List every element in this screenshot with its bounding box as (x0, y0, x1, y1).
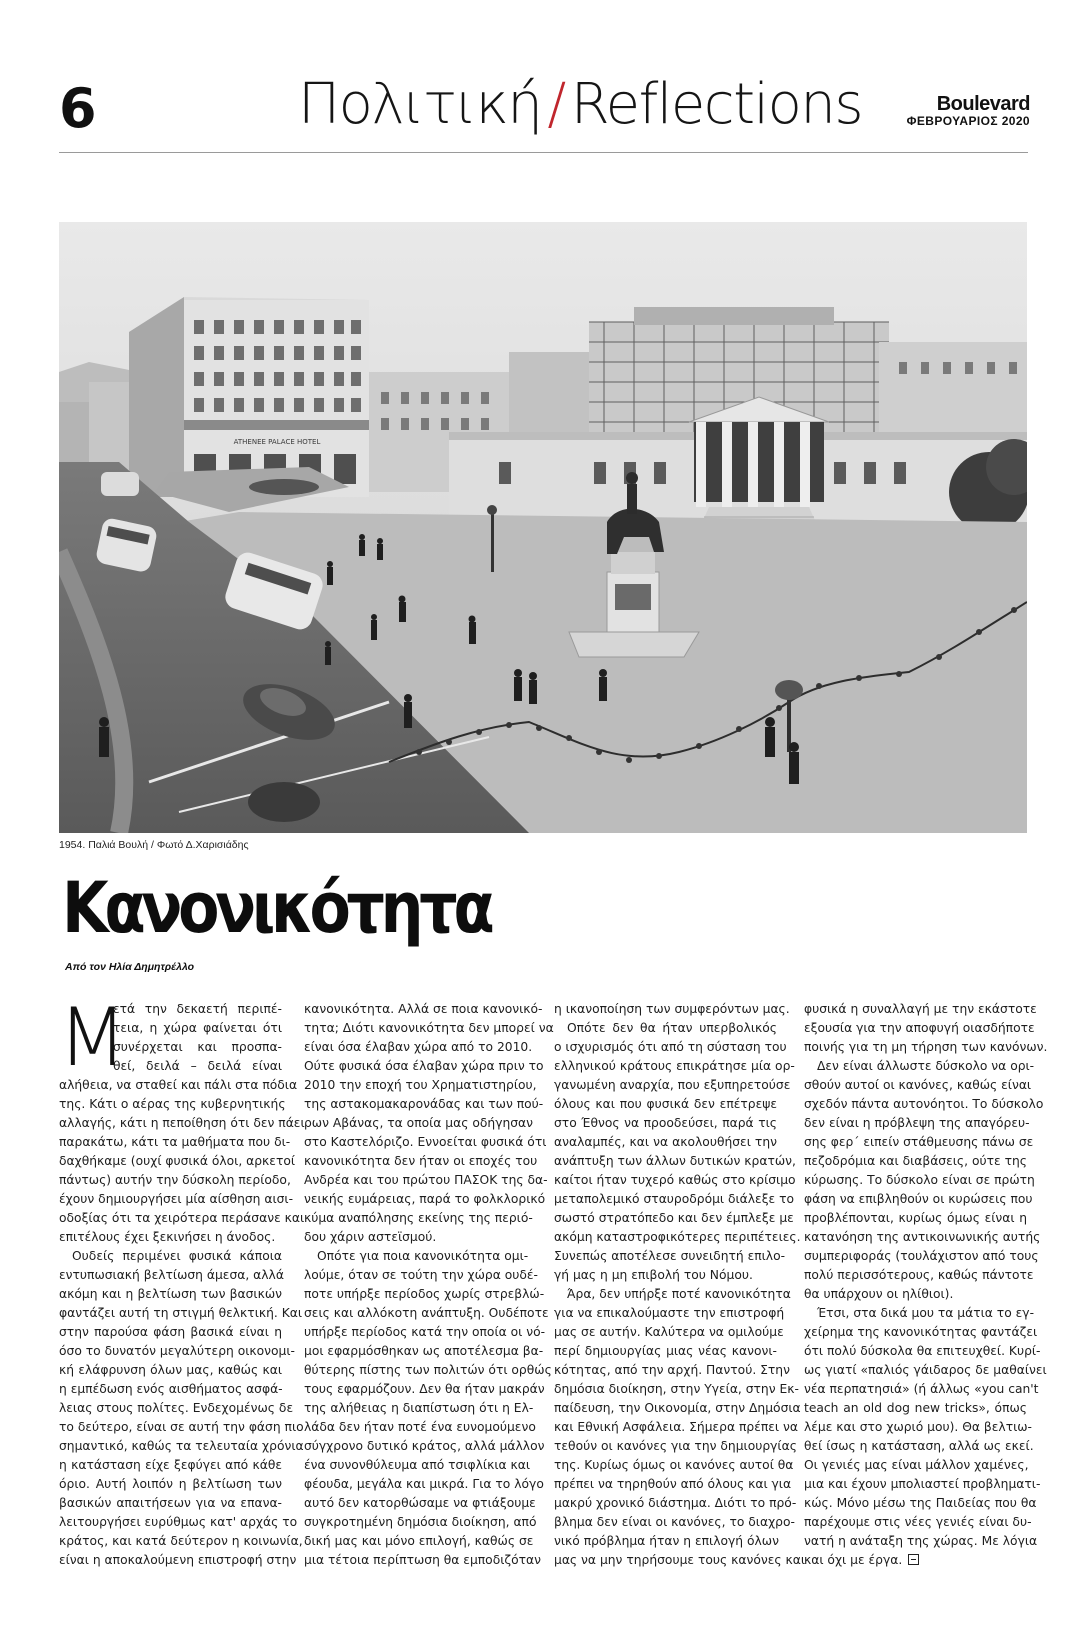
text-line: αναλαμπές, και να ακολουθήσει την (554, 1135, 777, 1149)
text-line: λέμε και στο χωριό μου). Θα βελτιω- (804, 1420, 1032, 1434)
text-line: κανονικότητα. Αλλά σε ποια κανονικό- (304, 1002, 543, 1016)
text-line: σχεδόν πάντα αυτονόητοι. Το δύσκολο (804, 1097, 1044, 1111)
text-line: πεζοδρόμια και διαβάσεις, ούτε της (804, 1154, 1027, 1168)
text-line: πάντως) αυτήν την δύσκολη περίοδο, (59, 1173, 291, 1187)
text-line: Έτσι, στα δικά μου τα μάτια το εγ- (817, 1306, 1035, 1320)
text-line: κή ελάφρυνση όλων μας, καθώς και (59, 1363, 282, 1377)
text-line: Οπότε δεν θα ήταν υπερβολικός (567, 1021, 777, 1035)
text-line: παίδευση, την Οικονομία, στην Δημόσια (554, 1401, 801, 1415)
text-line: πολύ περισσότερους, καθώς πάντοτε (804, 1268, 1034, 1282)
text-line: ένα συνονθύλευμα από τσιφλίκια και (304, 1458, 531, 1472)
text-line: σωστό στρατόπεδο και δεν έμπλεξε με (554, 1211, 794, 1225)
text-line: Συνεπώς αποτέλεσε συνειδητή επιλο- (554, 1249, 786, 1263)
text-line: αυτό δεν κατορθώσαμε να φτιάξουμε (304, 1496, 536, 1510)
text-line: χείρημα της κανονικότητας φαντάζει (804, 1325, 1038, 1339)
text-line: γή μας η μη επιβολή του Νόμου. (554, 1268, 753, 1282)
text-line: μεταπολεμικό σταυροδρόμι διάλεξε το (554, 1192, 795, 1206)
section-title-greek: Πολιτική (298, 72, 542, 137)
text-line: αλλαγής, κάτι η πεποίθηση ότι δεν πάει (59, 1116, 305, 1130)
text-line: νατή η ανάταξη της χώρας. Με λόγια (804, 1534, 1038, 1548)
text-line: είναι η αποκαλούμενη επιστροφή στην (59, 1553, 297, 1567)
text-line: επιτέλους έχει ξεκινήσει η άνοδος. (59, 1230, 276, 1244)
text-line: γανωμένη αναρχία, που εξυπηρετούσε (554, 1078, 791, 1092)
text-line: θεί, δειλά – δειλά είναι (113, 1059, 282, 1073)
text-line: φάση να επιβληθούν οι κυρώσεις που (804, 1192, 1033, 1206)
text-line: θα υπάρχουν οι ηλίθιοι). (804, 1287, 954, 1301)
text-line: τεια, η χώρα φαίνεται ότι (113, 1021, 282, 1035)
text-line: κότητας, από την αρχή. Παντού. Στην (554, 1363, 790, 1377)
text-line: συνέρχεται και προσπα- (113, 1040, 282, 1054)
text-line: εντυπωσιακή βελτίωση άμεσα, αλλά (59, 1268, 284, 1282)
text-line: νικό πρόβλημα ήταν η επιλογή όλων (554, 1534, 779, 1548)
text-line: ότι πολύ δύσκολα θα επιτευχθεί. Κυρί- (804, 1344, 1041, 1358)
text-line: θεί ίσως η κατάσταση, αλλά ως εκεί. (804, 1439, 1034, 1453)
article-column-3 (554, 1000, 806, 1570)
text-line: Ουδείς περιμένει φυσικά κάποια (72, 1249, 282, 1263)
text-line: πρέπει να τηρηθούν από όλους και για (554, 1477, 792, 1491)
text-line: δεν είναι η πρόβλεψη της απαγόρευ- (804, 1116, 1030, 1130)
text-line: Δεν είναι άλλωστε δύσκολο να ορι- (817, 1059, 1035, 1073)
end-of-article-icon (908, 1554, 919, 1565)
text-line: παρέχουμε στις νέες γενιές είναι δυ- (804, 1515, 1032, 1529)
text-line: ο ισχυρισμός ότι από τη σύσταση του (554, 1040, 787, 1054)
text-line: μακρύ χρονικό διάστημα. Διότι το πρό- (554, 1496, 797, 1510)
text-line: εξουσία για την αποφυγή οιασδήποτε (804, 1021, 1035, 1035)
text-line: μας να μην τηρήσουμε τους κανόνες και (554, 1553, 806, 1567)
text-line: νέα περπατησιά» (ή άλλως «you can't (804, 1382, 1039, 1396)
text-line: λειας στους πολίτες. Ενδεχομένως δε (59, 1401, 294, 1415)
text-line: στο Καστελόριζο. Εννοείται φυσικά ότι (304, 1135, 547, 1149)
text-line: κανονικότητα δεν ήταν οι εποχές του (304, 1154, 538, 1168)
text-line: νεικής ευμάρειας, παρά το φολκλορικό (304, 1192, 546, 1206)
article-column-2 (304, 1000, 554, 1570)
text-line: περί δημιουργίας μιας νέας κανονι- (554, 1344, 777, 1358)
text-line: μοι εφαρμόσθηκαν ως αποτέλεσμα βα- (304, 1344, 544, 1358)
article-headline: Κανονικότητα (62, 867, 491, 949)
text-line: ακόμη και η βελτίωση των βασικών (59, 1287, 282, 1301)
text-line: Οι γενιές μας είναι μάλλον χαμένες, (804, 1458, 1029, 1472)
text-line: δημόσια διοίκηση, στην Υγεία, στην Εκ- (554, 1382, 799, 1396)
text-line: ακόμη καταστροφικότερες περιπέτειες. (554, 1230, 801, 1244)
text-line: για να επικαλούμαστε την επιστροφή (554, 1306, 785, 1320)
text-line: λούμε, όταν σε τούτη την χώρα ουδέ- (304, 1268, 538, 1282)
text-line: και Εθνική Ασφάλεια. Σήμερα πρέπει να (554, 1420, 798, 1434)
text-line: καίτοι ήταν τυχερό καθώς στο κρίσιμο (554, 1173, 796, 1187)
text-line: σημαντικό, καθώς τα τελευταία χρόνια (59, 1439, 304, 1453)
text-line: ρων Αβάνας, τα οποία μας οδήγησαν (304, 1116, 534, 1130)
article-column-1 (58, 991, 305, 1570)
text-line: υπήρξε περίοδος κατά την οποία οι νό- (304, 1325, 546, 1339)
header-divider (59, 152, 1028, 153)
text-line: οδοξίας ότι τα χειρότερα περάσανε και (59, 1211, 305, 1225)
publication-masthead (907, 94, 1030, 129)
text-line: Άρα, δεν υπήρξε ποτέ κανονικότητα (567, 1287, 791, 1301)
article-byline: Από τον Ηλία Δημητρέλλο (65, 961, 195, 973)
text-line: της. Κάτι ο αέρας της κυβερνητικής (59, 1097, 286, 1111)
old-parliament-square-illustration (59, 222, 1027, 833)
text-line: 2010 την εποχή του Χρηματιστηρίου, (304, 1078, 537, 1092)
text-line: όλους και που φυσικά δεν επέτρεψε (554, 1097, 777, 1111)
text-line: ελληνικού κράτους επικράτησε μία ορ- (554, 1059, 795, 1073)
text-line: και όχι με έργα. (804, 1553, 903, 1567)
text-line: τεθούν οι κανόνες για την δημιουργίας (554, 1439, 797, 1453)
drop-cap: Μ (58, 991, 128, 1084)
text-line: η κατάσταση είχε ξεφύγει από κάθε (59, 1458, 282, 1472)
text-line: της αστακομακαρονάδας και των πού- (304, 1097, 544, 1111)
text-line: ανάπτυξη των άλλων δυτικών κρατών, (554, 1154, 796, 1168)
text-line: σύγχρονο δυτικό κράτος, αλλά μάλλον (304, 1439, 545, 1453)
text-line: μια τέτοια περίπτωση θα εμποδιζόταν (304, 1553, 541, 1567)
text-line: φυσικά η συναλλαγή με την εκάστοτε (804, 1002, 1037, 1016)
text-line: της. Κυρίως όμως οι κανόνες αυτοί θα (554, 1458, 794, 1472)
text-line: στο Έθνος να προοδεύσει, παρά τις (554, 1116, 777, 1130)
text-line: δική μας και μόνο επιλογή, καθώς σε (304, 1534, 534, 1548)
text-line: λειτουργήσει ευρύθμως κατ' αρχάς το (59, 1515, 298, 1529)
text-line: Ούτε φυσικά όσα έλαβαν χώρα πριν το (304, 1059, 544, 1073)
text-line: όριο. Αυτή λοιπόν η βελτίωση των (59, 1477, 282, 1491)
text-line: σθούν αυτοί οι κανόνες, καθώς είναι (804, 1078, 1032, 1092)
text-line: μας σε αυτήν. Καλύτερα να ομιλούμε (554, 1325, 784, 1339)
text-line: φαντάζει αυτή τη στιγμή θελκτική. Και (59, 1306, 303, 1320)
text-line: κύμα αναπόλησης εκείνης της περιό- (304, 1211, 533, 1225)
section-title-slash: / (547, 72, 565, 137)
text-line: κύρωσης. Το δύσκολο είναι σε πρώτη (804, 1173, 1035, 1187)
text-line: κράτος, και κατά δεύτερον η κοινωνία, (59, 1534, 303, 1548)
photo-caption: 1954. Παλιά Βουλή / Φωτό Δ.Χαρισιάδης (59, 839, 249, 851)
text-line: τητα; Διότι κανονικότητα δεν μπορεί να (304, 1021, 554, 1035)
text-line: συμπεριφοράς (τουλάχιστον από τους (804, 1249, 1039, 1263)
text-line: teach an old dog new tricks», όπως (804, 1401, 1027, 1415)
text-line: όσο το δυνατόν μεγαλύτερη οικονομι- (59, 1344, 295, 1358)
issue-date: ΦΕΒΡΟΥΑΡΙΟΣ 2020 (906, 114, 1030, 128)
text-line: ποτε υπήρξε περίοδος χωρίς στρεβλώ- (304, 1287, 545, 1301)
text-line: έχουν δημιουργήσει μία αίσθηση αισι- (59, 1192, 294, 1206)
text-line: Οπότε για ποια κανονικότητα ομι- (317, 1249, 529, 1263)
text-line: Ανδρέα και του πρώτου ΠΑΣΟΚ της δα- (304, 1173, 548, 1187)
text-line: παρακάτω, κάτι τα μαθήματα που δι- (59, 1135, 291, 1149)
text-line: βασικών απαιτήσεων για να επανα- (59, 1496, 282, 1510)
text-line: είναι όσα έλαβαν χώρα από το 2010. (304, 1040, 533, 1054)
text-line-last (804, 1551, 1027, 1570)
text-line: θύτερης πίστης των πολιτών ότι ορθώς (304, 1363, 552, 1377)
article-photo (59, 222, 1027, 833)
page-number: 6 (59, 77, 97, 140)
text-line: λάδα δεν ήταν ποτέ ένα ευνομούμενο (304, 1420, 536, 1434)
article-column-4 (804, 1000, 1048, 1570)
text-line: κατανόηση της αντικοινωνικής αυτής (804, 1230, 1041, 1244)
text-line: ως γιατί «παλιός γάιδαρος δε μαθαίνει (804, 1363, 1047, 1377)
hotel-sign: ATHENEE PALACE HOTEL (233, 438, 321, 446)
section-title-english: Reflections (570, 72, 863, 137)
text-line: σεις και αλλόκοτη ανάπτυξη. Ουδέποτε (304, 1306, 549, 1320)
publication-name: Boulevard (936, 93, 1030, 115)
text-line: ποινής για τη μη τήρηση των κανόνων. (804, 1040, 1048, 1054)
text-line: ετά την δεκαετή περιπέ- (113, 1002, 282, 1016)
text-line: αλήθεια, να σταθεί και πάλι στα πόδια (59, 1078, 298, 1092)
text-line: η εμπέδωση ενός αισθήματος ασφά- (59, 1382, 283, 1396)
text-line: τους εφαρμόζουν. Δεν θα ήταν μακράν (304, 1382, 545, 1396)
text-line: η ικανοποίηση των συμφερόντων μας. (554, 1002, 790, 1016)
text-line: το δεύτερο, είναι σε αυτή την φάση πιο (59, 1420, 304, 1434)
text-line: βλημα δεν είναι οι κανόνες, το διαχρο- (554, 1515, 795, 1529)
section-title (298, 70, 862, 140)
text-line: σης φερ΄ ειπείν στάθμευσης πάνω σε (804, 1135, 1034, 1149)
text-line: κώς. Μόνο μέσω της Παιδείας που θα (804, 1496, 1037, 1510)
text-line: συγκροτημένη δημόσια διοίκηση, από (304, 1515, 537, 1529)
text-line: της αλήθειας η διαπίστωση ότι η Ελ- (304, 1401, 534, 1415)
text-line: δου χάριν αστεϊσμού. (304, 1230, 437, 1244)
text-line: προβλέπονται, κυρίως όμως είναι η (804, 1211, 1027, 1225)
text-line: στην παρούσα φάση βασικά είναι η (59, 1325, 282, 1339)
text-line: δαχθήκαμε (ουχί φυσικά όλοι, αρκετοί (59, 1154, 296, 1168)
text-line: μια και έχουν μπολιαστεί προβληματι- (804, 1477, 1041, 1491)
text-line: φέουδα, μεγάλα και μικρά. Για το λόγο (304, 1477, 544, 1491)
